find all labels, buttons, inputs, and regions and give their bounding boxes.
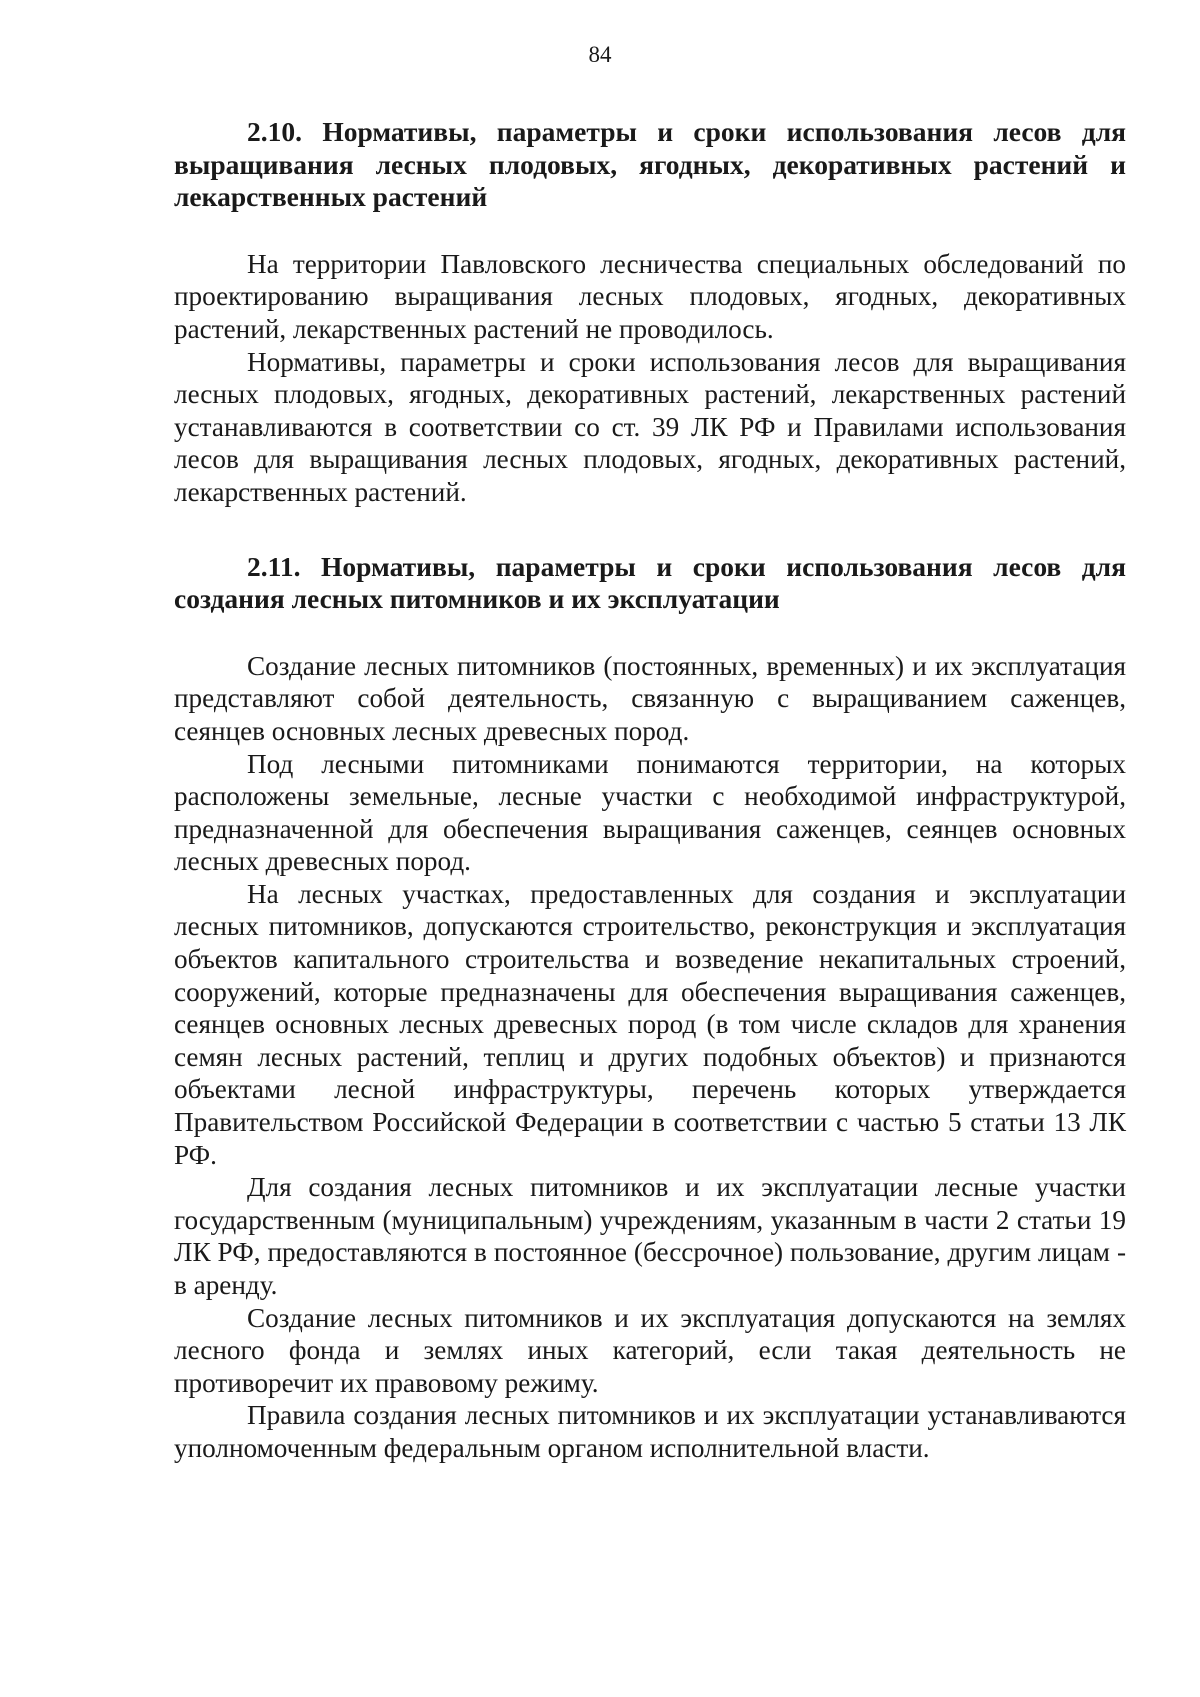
paragraph: На лесных участках, предоставленных для создания и эксплуатации лесных питомников, допускаются строительство, реконструкция и эксплуатация объектов капитального строительства и возведение некапитальных строений, сооружений, которые предназначены для обеспечения выращивания саженцев, сеянцев основных лесных древесных пород (в том числе складов для хранения семян лесных растений, теплиц и других подобных объектов) и признаются объектами лесной инфраструктуры, перечень которых утверждается Правительством Российской Федерации в соответствии с частью 5 статьи 13 ЛК РФ. bbox=[174, 878, 1126, 1170]
paragraph: На территории Павловского лесничества специальных обследований по проектированию выращивания лесных плодовых, ягодных, декоративных растений, лекарственных растений не проводилось. bbox=[174, 248, 1126, 344]
paragraph: Для создания лесных питомников и их эксплуатации лесные участки государственным (муниципальным) учреждениям, указанным в части 2 статьи 19 ЛК РФ, предоставляются в постоянное (бессрочное) пользование, другим лицам - в аренду. bbox=[174, 1172, 1126, 1300]
paragraph: Нормативы, параметры и сроки использования лесов для выращивания лесных плодовых, ягодных, декоративных растений, лекарственных растений устанавливаются в соответствии со ст. 39 ЛК РФ и Правилами использования лесов для выращивания лесных плодовых, ягодных, декоративных растений, лекарственных растений. bbox=[174, 346, 1126, 507]
section-heading: 2.11. Нормативы, параметры и сроки использования лесов для создания лесных питомников и их эксплуатации bbox=[174, 550, 1126, 615]
paragraph: Под лесными питомниками понимаются территории, на которых расположены земельные, лесные участки с необходимой инфраструктурой, предназначенной для обеспечения выращивания саженцев, сеянцев основных лесных древесных пород. bbox=[174, 748, 1126, 877]
section-2-11 bbox=[174, 551, 1126, 1465]
section-2-10 bbox=[174, 116, 1126, 509]
paragraph: Правила создания лесных питомников и их эксплуатации устанавливаются уполномоченным федеральным органом исполнительной власти. bbox=[174, 1400, 1126, 1463]
paragraph: Создание лесных питомников (постоянных, временных) и их эксплуатация представляют собой деятельность, связанную с выращиванием саженцев, сеянцев основных лесных древесных пород. bbox=[174, 650, 1126, 746]
section-spacer bbox=[174, 509, 1126, 551]
section-heading: 2.10. Нормативы, параметры и сроки использования лесов для выращивания лесных плодовых, ягодных, декоративных растений и лекарственных растений bbox=[174, 116, 1126, 213]
page-number: 84 bbox=[588, 42, 612, 67]
document-body bbox=[174, 116, 1126, 1465]
paragraph: Создание лесных питомников и их эксплуатация допускаются на землях лесного фонда и землях иных категорий, если такая деятельность не противоречит их правовому режиму. bbox=[174, 1302, 1126, 1398]
